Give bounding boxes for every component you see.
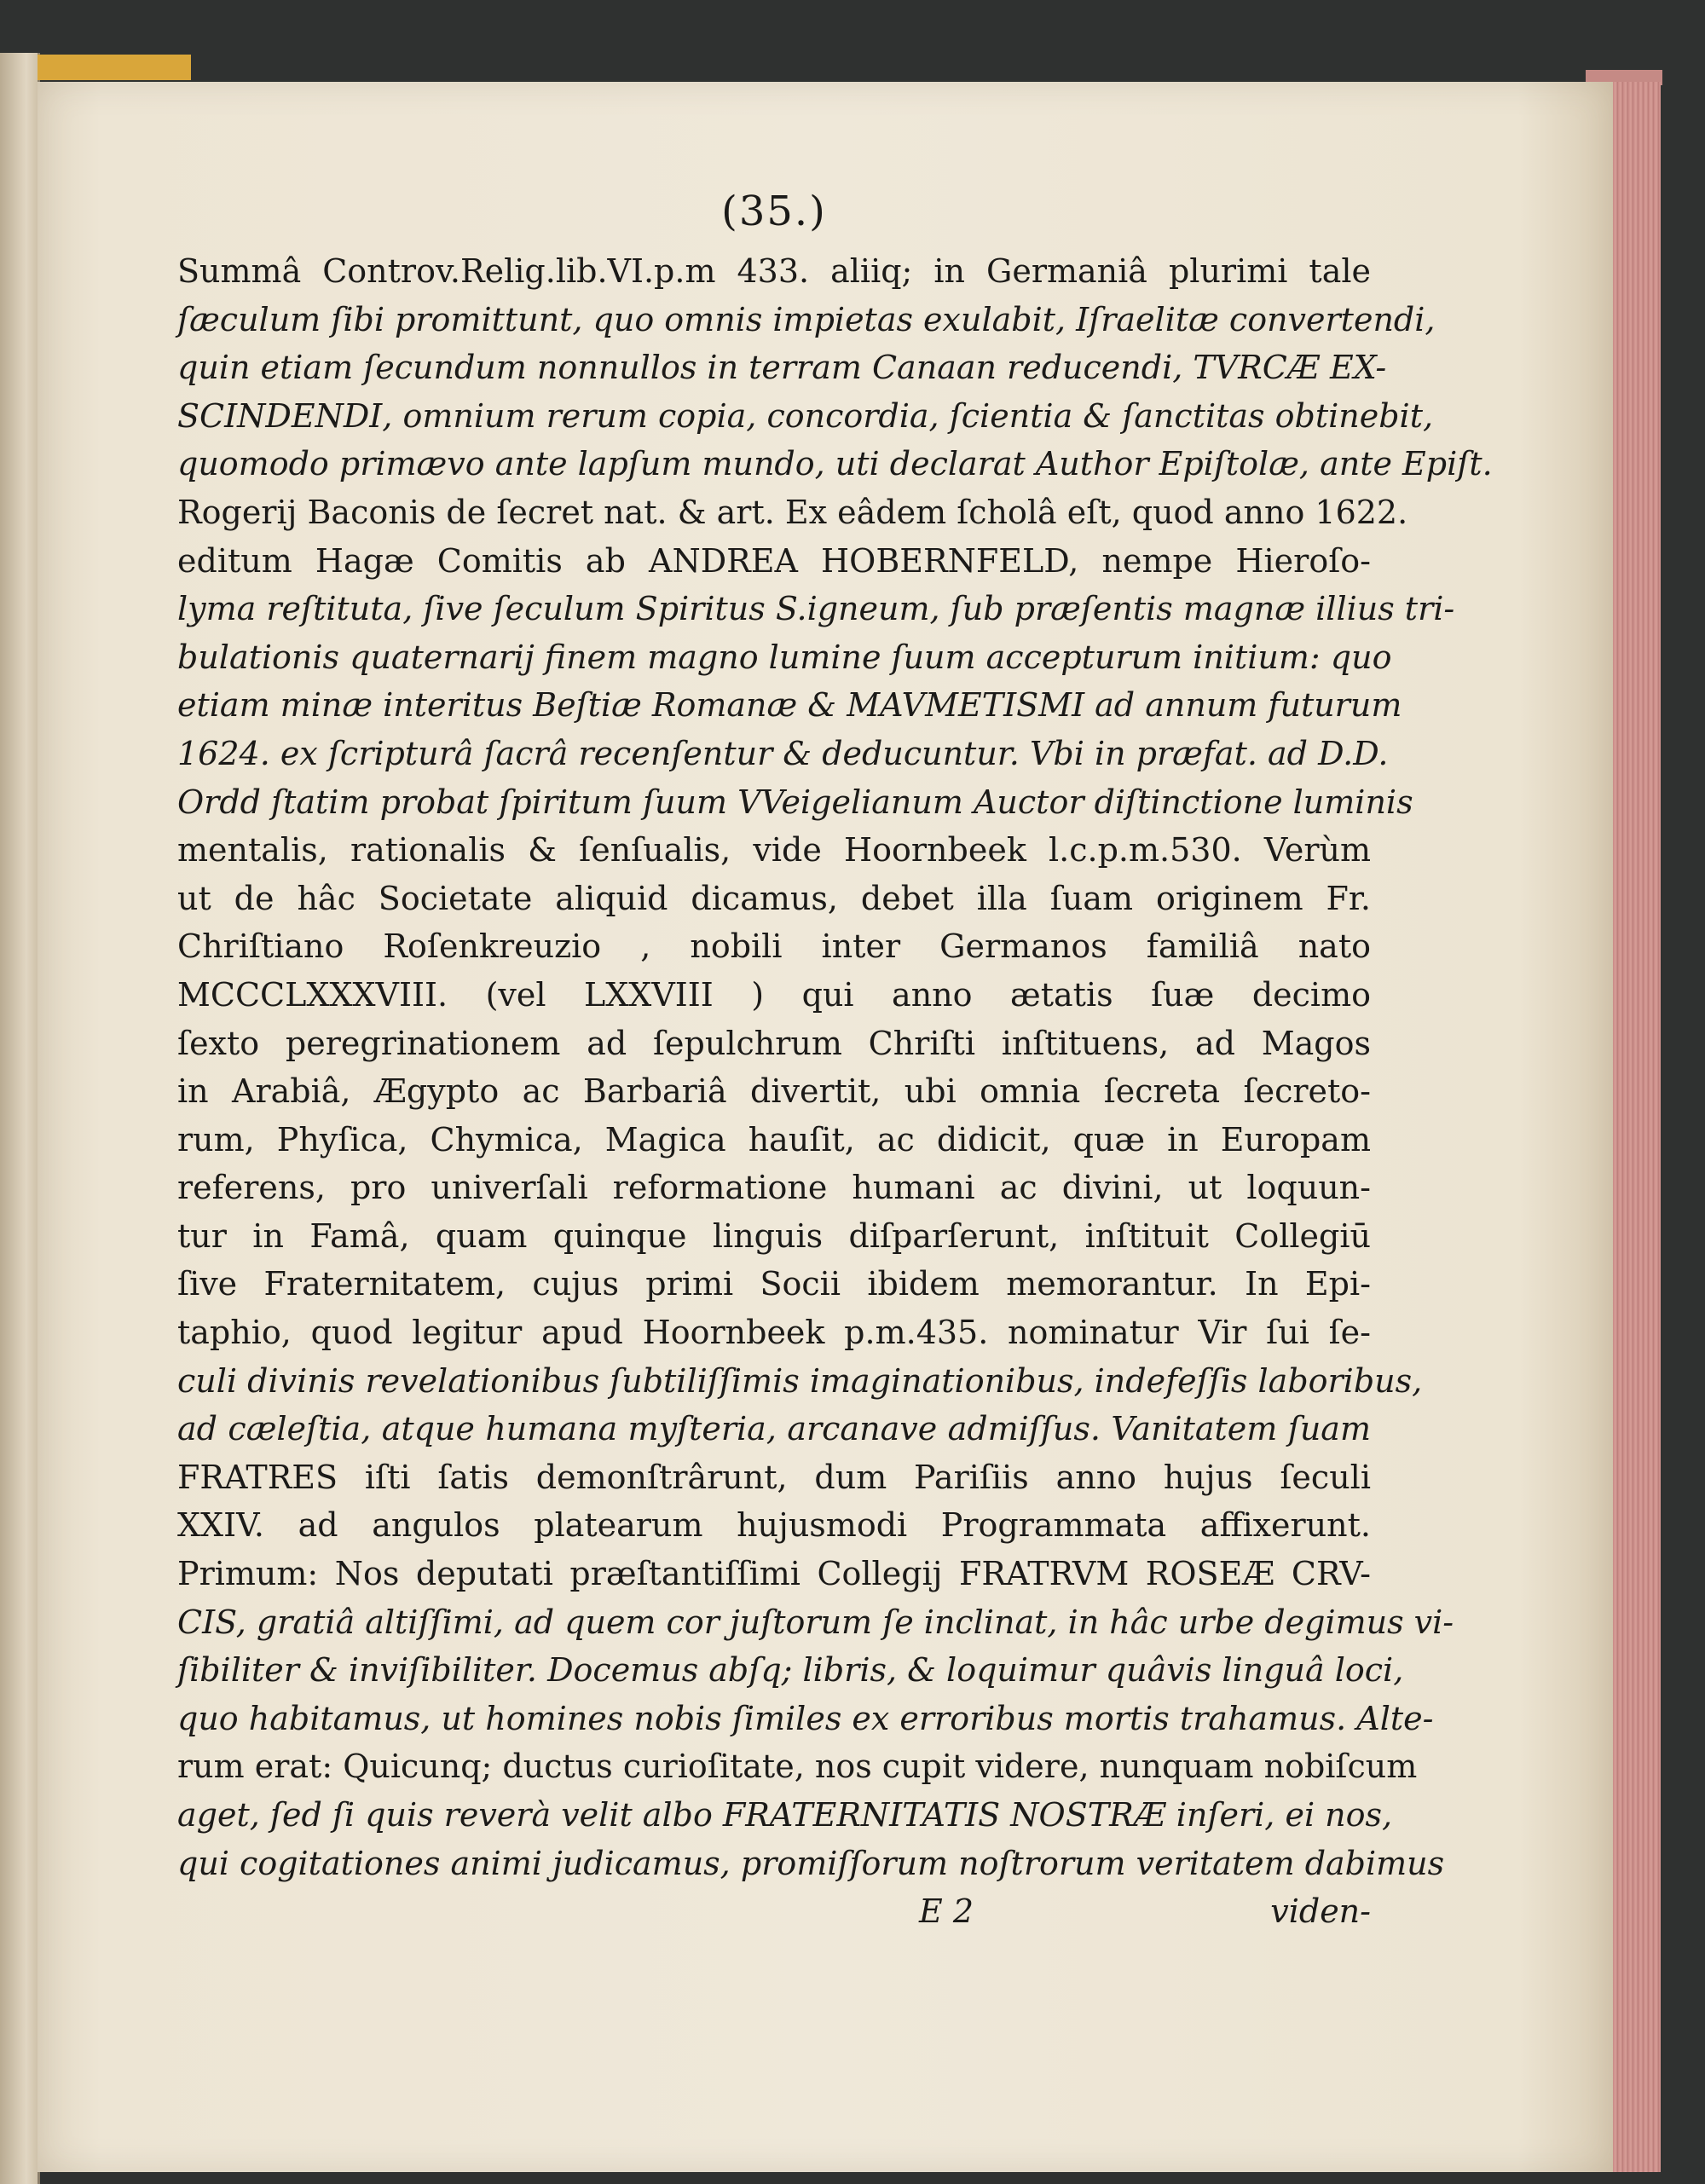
text-line: Primum: Nos deputati præſtantiſſimi Collegij FRATRVM ROSEÆ CRV- [177,1555,1371,1593]
page-stack-edge [1613,82,1661,2172]
text-line: Summâ Controv.Relig.lib.VI.p.m 433. aliiq; in Germaniâ plurimi tale [177,252,1371,290]
text-line: FRATRES iſti ſatis demonſtrârunt, dum Pariſiis anno hujus ſeculi [177,1458,1371,1496]
text-line: ad cæleſtia, atque humana myſteria, arcanave admiſſus. Vanitatem ſuam [177,1410,1371,1448]
text-line: qui cogitationes animi judicamus, promiſſorum noſtrorum veritatem dabimus [177,1844,1445,1882]
text-line: culi divinis revelationibus ſubtiliſſimis imaginationibus, indefeſſis laboribus, [177,1361,1423,1400]
text-line: Chriſtiano Roſenkreuzio , nobili inter Germanos familiâ nato [177,927,1371,966]
text-line: quin etiam ſecundum nonnullos in terram Canaan reducendi, TVRCÆ EX- [177,349,1387,387]
text-line: rum erat: Quicunq; ductus curioſitate, nos cupit videre, nunquam nobiſcum [177,1748,1418,1786]
text-line: etiam minæ interitus Beſtiæ Romanæ & MAVMETISMI ad annum futurum [177,686,1402,725]
text-line: taphio, quod legitur apud Hoornbeek p.m.435. nominatur Vir ſui ſe- [177,1314,1371,1352]
text-line: ut de hâc Societate aliquid dicamus, debet illa ſuam originem Fr. [177,879,1371,917]
signature-mark: E 2 [919,1892,974,1931]
text-line: ſibiliter & inviſibiliter. Docemus abſq; libris, & loquimur quâvis linguâ loci, [177,1651,1404,1690]
page-number-header: (35.) [721,188,827,235]
text-line: bulationis quaternarij finem magno lumine ſuum accepturum initium: quo [177,638,1392,676]
text-line: MCCCLXXXVIII. (vel LXXVIII ) qui anno ætatis ſuæ decimo [177,975,1371,1014]
text-line: quomodo primævo ante lapſum mundo, uti declarat Author Epiſtolæ, ante Epiſt. [177,445,1493,483]
text-line: 1624. ex ſcripturâ ſacrâ recenſentur & deducuntur. Vbi in præfat. ad D.D. [177,734,1389,772]
text-line: tur in Famâ, quam quinque linguis diſparſerunt, inſtituit Collegiū [177,1216,1371,1255]
page-footer [177,1887,1371,1935]
catchword: viden- [1270,1892,1371,1931]
text-line: SCINDENDI, omnium rerum copia, concordia, ſcientia & ſanctitas obtinebit, [177,396,1434,435]
text-line: rum, Phyſica, Chymica, Magica hauſit, ac didicit, quæ in Europam [177,1120,1371,1158]
left-page-edge [0,53,40,2184]
text-line: editum Hagæ Comitis ab ANDREA HOBERNFELD, nempe Hieroſo- [177,541,1371,580]
text-line: quo habitamus, ut homines nobis ſimiles ex erroribus mortis trahamus. Alte- [177,1699,1434,1737]
text-line: ſexto peregrinationem ad ſepulchrum Chriſti inſtituens, ad Magos [177,1024,1371,1062]
text-line: ſæculum ſibi promittunt, quo omnis impietas exulabit, Iſraelitæ convertendi, [177,300,1436,338]
text-line: lyma reſtituta, ſive ſeculum Spiritus S.igneum, ſub præſentis magnæ illius tri- [177,590,1455,628]
text-line: in Arabiâ, Ægypto ac Barbariâ divertit, ubi omnia ſecreta ſecreto- [177,1072,1371,1111]
bookmark-ribbon [38,55,191,80]
text-line: aget, ſed ſi quis reverà velit albo FRATERNITATIS NOSTRÆ inſeri, ei nos, [177,1796,1393,1834]
text-line: referens, pro univerſali reformatione humani ac divini, ut loquun- [177,1169,1371,1207]
text-line: XXIV. ad angulos platearum hujusmodi Programmata affixerunt. [177,1506,1371,1545]
text-line: mentalis, rationalis & ſenſualis, vide Hoornbeek l.c.p.m.530. Verùm [177,831,1371,870]
text-line: Rogerij Baconis de ſecret nat. & art. Ex eâdem ſcholâ eſt, quod anno 1622. [177,493,1408,531]
page-text [177,188,1493,1935]
text-line: ſive Fraternitatem, cujus primi Socii ibidem memorantur. In Epi- [177,1265,1371,1303]
text-line: CIS, gratiâ altiſſimi, ad quem cor juſtorum ſe inclinat, in hâc urbe degimus vi- [177,1603,1454,1641]
body-text [177,247,1493,1887]
text-line: Ordd ſtatim probat ſpiritum ſuum VVeigelianum Auctor diſtinctione luminis [177,783,1413,821]
